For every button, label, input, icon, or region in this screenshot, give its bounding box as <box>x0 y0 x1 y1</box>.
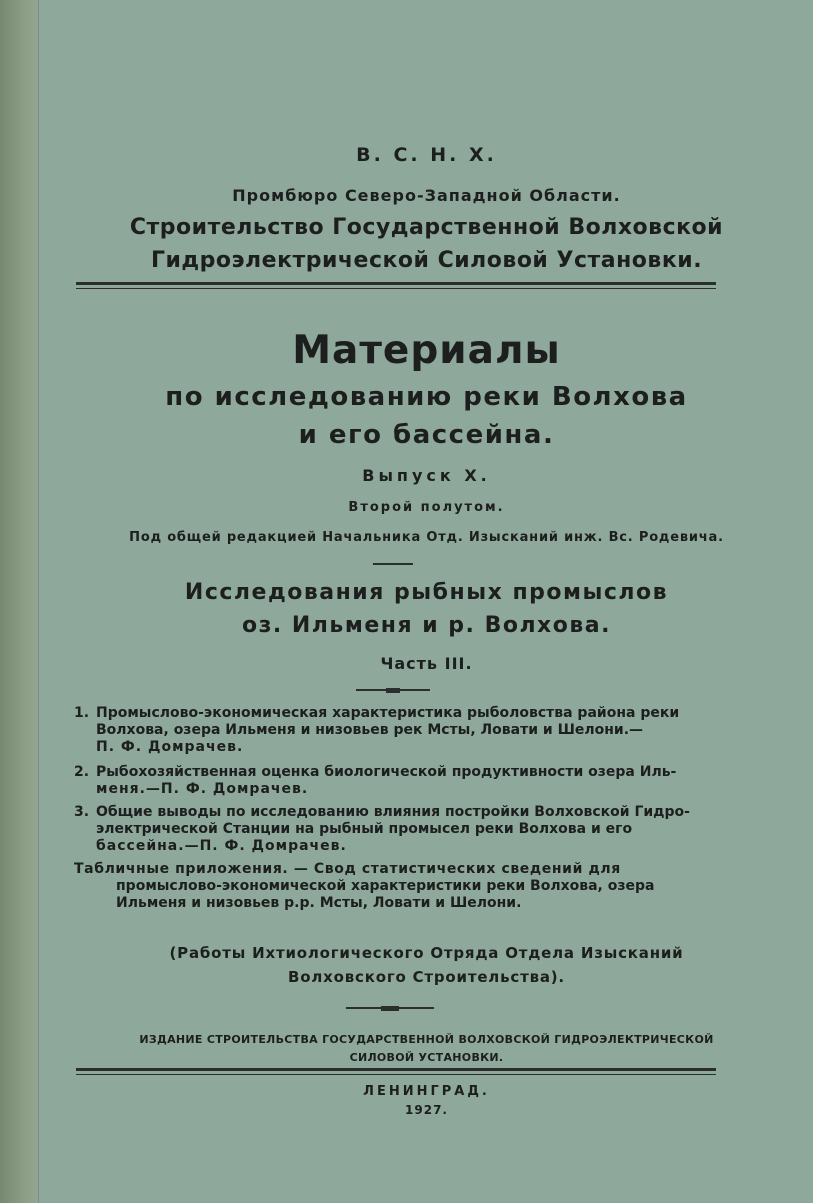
footer-double-rule-thin <box>76 1074 716 1075</box>
title-line-2: по исследованию реки Волхова <box>165 382 688 412</box>
contents-item-line: Общие выводы по исследованию влияния постройки Волховской Гидро- <box>96 804 690 820</box>
works-note-line-1: (Работы Ихтиологического Отряда Отдела Изысканий <box>169 944 684 962</box>
half-volume: Второй полутом. <box>348 500 505 515</box>
org-abbreviation: В. С. Н. Х. <box>356 144 497 166</box>
subject-line-2: оз. Ильменя и р. Волхова. <box>241 613 611 638</box>
contents-item-line: Рыбохозяйственная оценка биологической продуктивности озера Иль- <box>96 764 677 780</box>
mid-short-rule <box>373 563 413 565</box>
publisher-divider <box>346 1007 434 1009</box>
appendix-line: Ильменя и низовьев р.р. Мсты, Ловати и Шелони. <box>116 895 522 911</box>
title-line-3: и его бассейна. <box>298 420 555 450</box>
imprint-city: ЛЕНИНГРАД. <box>363 1084 490 1099</box>
footer-double-rule <box>76 1068 716 1071</box>
subject-line-1: Исследования рыбных промыслов <box>184 580 669 605</box>
contents-item-number: 2. <box>74 764 90 780</box>
contents-item-line: электрической Станции на рыбный промысел реки Волхова и его <box>96 821 633 837</box>
contents-item-line: Волхова, озера Ильменя и низовьев рек Мсты, Ловати и Шелони.— <box>96 722 644 738</box>
header-double-rule <box>76 282 716 285</box>
imprint-year: 1927. <box>405 1103 448 1117</box>
main-title: Материалы <box>292 328 561 373</box>
appendix-line: промыслово-экономической характеристики реки Волхова, озера <box>116 878 655 894</box>
appendix-block <box>74 861 714 912</box>
contents-item-line: бассейна.—П. Ф. Домрачев. <box>96 838 347 854</box>
contents-item-2 <box>96 764 716 798</box>
publisher-line-1: ИЗДАНИЕ СТРОИТЕЛЬСТВА ГОСУДАРСТВЕННОЙ ВОЛХОВСКОЙ ГИДРОЭЛЕКТРИЧЕСКОЙ <box>139 1033 714 1046</box>
construction-line-1: Строительство Государственной Волховской <box>129 215 724 240</box>
contents-item-number: 1. <box>74 705 90 721</box>
appendix-line: Табличные приложения. — Свод статистических сведений для <box>74 861 621 877</box>
part-number: Часть III. <box>380 654 473 673</box>
contents-item-line: меня.—П. Ф. Домрачев. <box>96 781 309 797</box>
contents-item-1 <box>96 705 716 756</box>
issue-number: Выпуск X. <box>362 466 491 485</box>
header-double-rule-thin <box>76 288 716 289</box>
publisher-line-2: СИЛОВОЙ УСТАНОВКИ. <box>349 1051 504 1064</box>
contents-item-number: 3. <box>74 804 90 820</box>
construction-line-2: Гидроэлектрической Силовой Установки. <box>150 248 703 273</box>
works-note-line-2: Волховского Строительства). <box>288 968 565 986</box>
contents-item-3 <box>96 804 716 855</box>
section-divider <box>356 689 430 691</box>
contents-item-line: Промыслово-экономическая характеристика рыболовства района реки <box>96 705 680 721</box>
editor-line: Под общей редакцией Начальника Отд. Изысканий инж. Вс. Родевича. <box>129 530 724 545</box>
contents-item-line: П. Ф. Домрачев. <box>96 739 244 755</box>
bureau-line: Промбюро Северо-Западной Области. <box>232 186 621 205</box>
